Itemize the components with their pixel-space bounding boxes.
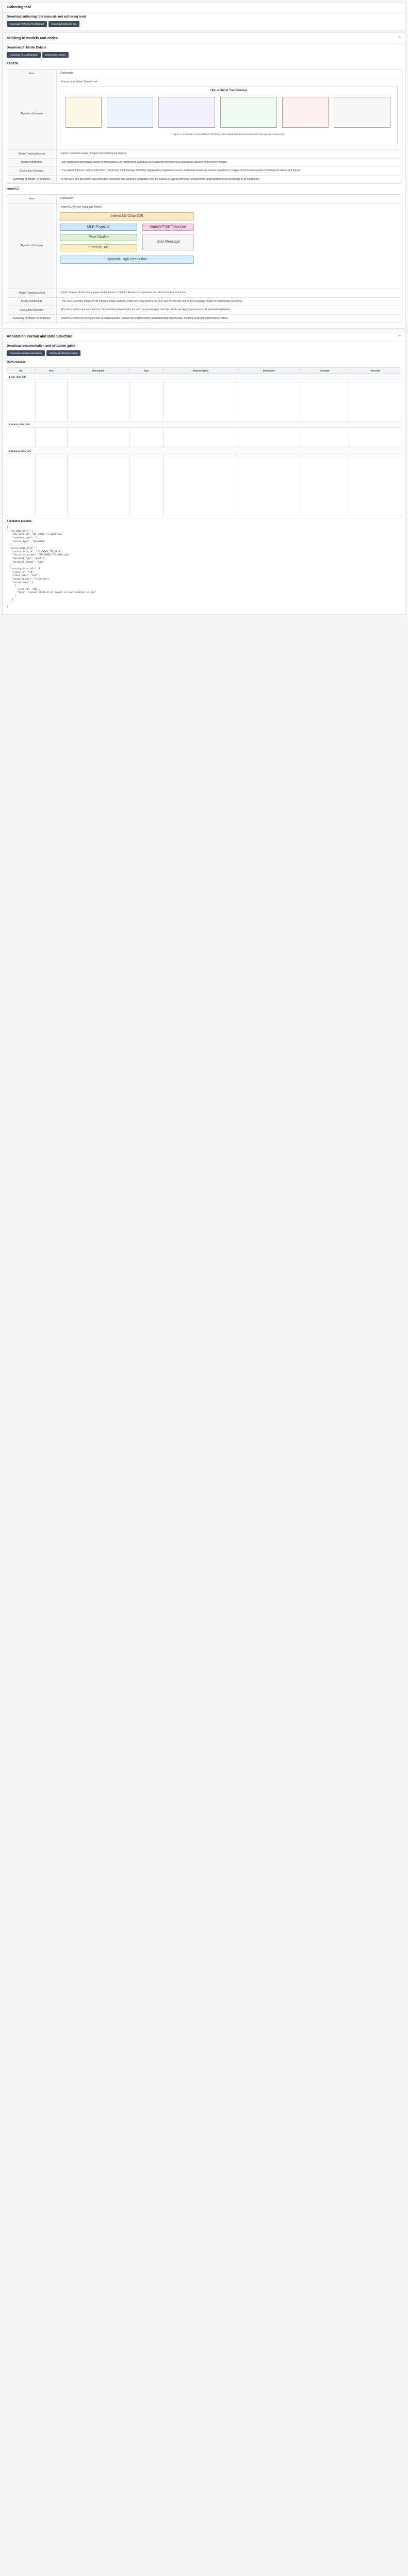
card1-item-label: Item <box>7 70 57 78</box>
authoring-tool-panel <box>2 2 406 30</box>
example-title: Annotation Example <box>7 520 32 523</box>
diagram-block-decoder <box>220 97 277 128</box>
annotation-sub-title: Download documentation and utilization guide <box>7 345 75 348</box>
model-details-title: Download AI Model Details <box>7 46 46 49</box>
col-desc2: Description <box>238 368 300 374</box>
dynamic-res-block: Dynamic High Resolution <box>60 256 194 264</box>
col-item: Item <box>35 368 67 374</box>
diagram-caption: Figure 1: Architecture of Hierarchical Transformer with Spatial Multi-Head Attention and Task-specific Components <box>173 133 285 135</box>
card2-item-value: Explanation <box>60 197 74 200</box>
user-message-block: User Message <box>142 234 194 250</box>
card2-structure-label: Algorithm Overview <box>7 204 57 289</box>
card1-structure-value: - Hierarchical Vision Transformer <box>60 80 97 83</box>
card2-eval-label: Evaluation Indicators <box>7 306 57 314</box>
internvl-diagram <box>60 211 398 284</box>
download-tool-button[interactable]: Download authoring tool <box>48 21 80 27</box>
diagram-block-head <box>282 97 329 128</box>
annotation-title: Annotation Format and Data Structure <box>7 334 73 338</box>
diagram-block-attention <box>158 97 215 128</box>
card1-arch-value: - Self-supervised pretraining based on Hierarchical ViT architecture with dual-level attention between local and global patches of document images. <box>60 160 228 164</box>
annotation-table <box>7 367 401 516</box>
download-model-button[interactable]: Download AI Model <box>42 52 69 58</box>
download-model-details-button[interactable]: Download AI Model Details <box>7 52 41 58</box>
download-guide-button[interactable]: Download Utilization Guide <box>46 350 80 356</box>
transformer-diagram <box>60 86 398 145</box>
llm-block: InternLM2-Chat-20B <box>60 212 194 221</box>
card2-eval-value: - Accuracy metrics are computed on the question-answer pairs for each document type, and the results are aggregated across all evaluation datasets. <box>60 308 231 311</box>
group-learning: 3. learning_data_info <box>7 448 401 454</box>
diagram-block-input <box>66 97 102 128</box>
annotation-panel <box>2 331 406 615</box>
diagram-block-encoder <box>107 97 153 128</box>
col-desc: Description <box>67 368 129 374</box>
diagram-block-output <box>334 97 390 128</box>
card2-summary-value: - InternVL2 achieved strong results on visual question answering and document understanding benchmarks, meeting all target performance criteria. <box>60 316 229 320</box>
download-title: Download authoring tool manuals and authoring tools <box>7 15 87 19</box>
mlp-block: MLP Projector <box>60 224 137 231</box>
pixel-shuffle-block: Pixel Shuffle <box>60 234 137 241</box>
card2-label: InternVL2 <box>7 188 19 191</box>
card2-summary-label: Summary of Model Performance <box>7 315 57 323</box>
model-card-1 <box>7 69 401 184</box>
annotation-json-example: { "raw_data_info": { "raw_data_id": "RW_CNSWS_TTS_0010.hwp", "lawmaker_name": "", "source_type": "document" }, "source_data_info": { "source_data_id": "SD_CNSWS_TTS_0010", "source_data_name": "SD_CNSWS_TTS_0010.png", "document_type": "public", "document_format": "png" }, "learning_data_info": { "class_id": "TR", "class_name": "Text", "bounding_box": ["location"], "annotations": [ { "area_id": "001", "text": "Annual statistical report on environmental policy" } ] } } <box>7 527 401 609</box>
card1-label: RT-DETR <box>7 62 18 65</box>
json-structure-label: JSON structure <box>7 361 26 364</box>
card1-training-label: Model Training Method <box>7 150 57 158</box>
download-manual-button[interactable]: Download Authoring Tool Manual <box>7 21 47 27</box>
card1-item-value: Explanation <box>60 72 74 75</box>
card2-item-label: Item <box>7 195 57 203</box>
card2-training-label: Model Training Method <box>7 289 57 297</box>
col-remarks: Remarks <box>350 368 401 374</box>
chevron-up-icon[interactable]: ⌃ <box>398 335 401 338</box>
vit-block: InternViT-6B <box>60 244 137 251</box>
card2-arch-label: Model Architecture <box>7 298 57 306</box>
col-no: No. <box>7 368 36 374</box>
card1-summary-value: - In the case of a document area detection, bounding box accuracy evaluated over ten classes of layout elements exceeded the target performance thresholds in all categories. <box>60 177 260 181</box>
card2-training-value: - Input: Images of document pages and questions / Output: Answers to questions and structured text extraction <box>60 291 186 294</box>
tokenizer-block: InternViT-6B Tokenizer <box>142 224 194 231</box>
group-raw: 1. raw_data_info <box>7 374 401 380</box>
col-example: Example <box>300 368 350 374</box>
card1-summary-label: Summary of Model Performance <box>7 176 57 184</box>
diagram-title: Hierarchical Transformer <box>210 89 248 92</box>
card2-arch-value: - The visual encoder InternViT-6B extracts image features, which are projected via an MLP and fed into the InternLM2 language model for multimodal reasoning. <box>60 299 243 303</box>
group-source: 2. source_data_info <box>7 421 401 428</box>
col-type: Type <box>129 368 164 374</box>
chevron-up-icon[interactable]: ⌃ <box>398 37 401 40</box>
ai-models-panel <box>2 32 406 329</box>
model-card-2 <box>7 194 401 323</box>
card2-structure-value: - InternVL2 (Vision-Language Model) <box>60 205 102 209</box>
card1-structure-label: Algorithm Overview <box>7 78 57 150</box>
download-doc-button[interactable]: Download Data Documentation <box>7 350 45 356</box>
models-title: Utilizing AI models and codes <box>7 36 58 40</box>
card1-arch-label: Model Architecture <box>7 159 57 167</box>
card1-eval-label: Evaluation Indicators <box>7 167 57 175</box>
app-title: authoring tool <box>3 3 405 13</box>
card1-eval-value: - The pretraining loss metrics follow the Transformer methodology of ViTDet. Aggregating objectness scores, multi-task heads are trained on a diverse corpus of document layouts including text, tables and figures. <box>60 169 302 172</box>
card1-training-value: - Input: Document image / Output: Detected layout regions <box>60 152 127 155</box>
col-required: Required (Y/N) <box>163 368 238 374</box>
